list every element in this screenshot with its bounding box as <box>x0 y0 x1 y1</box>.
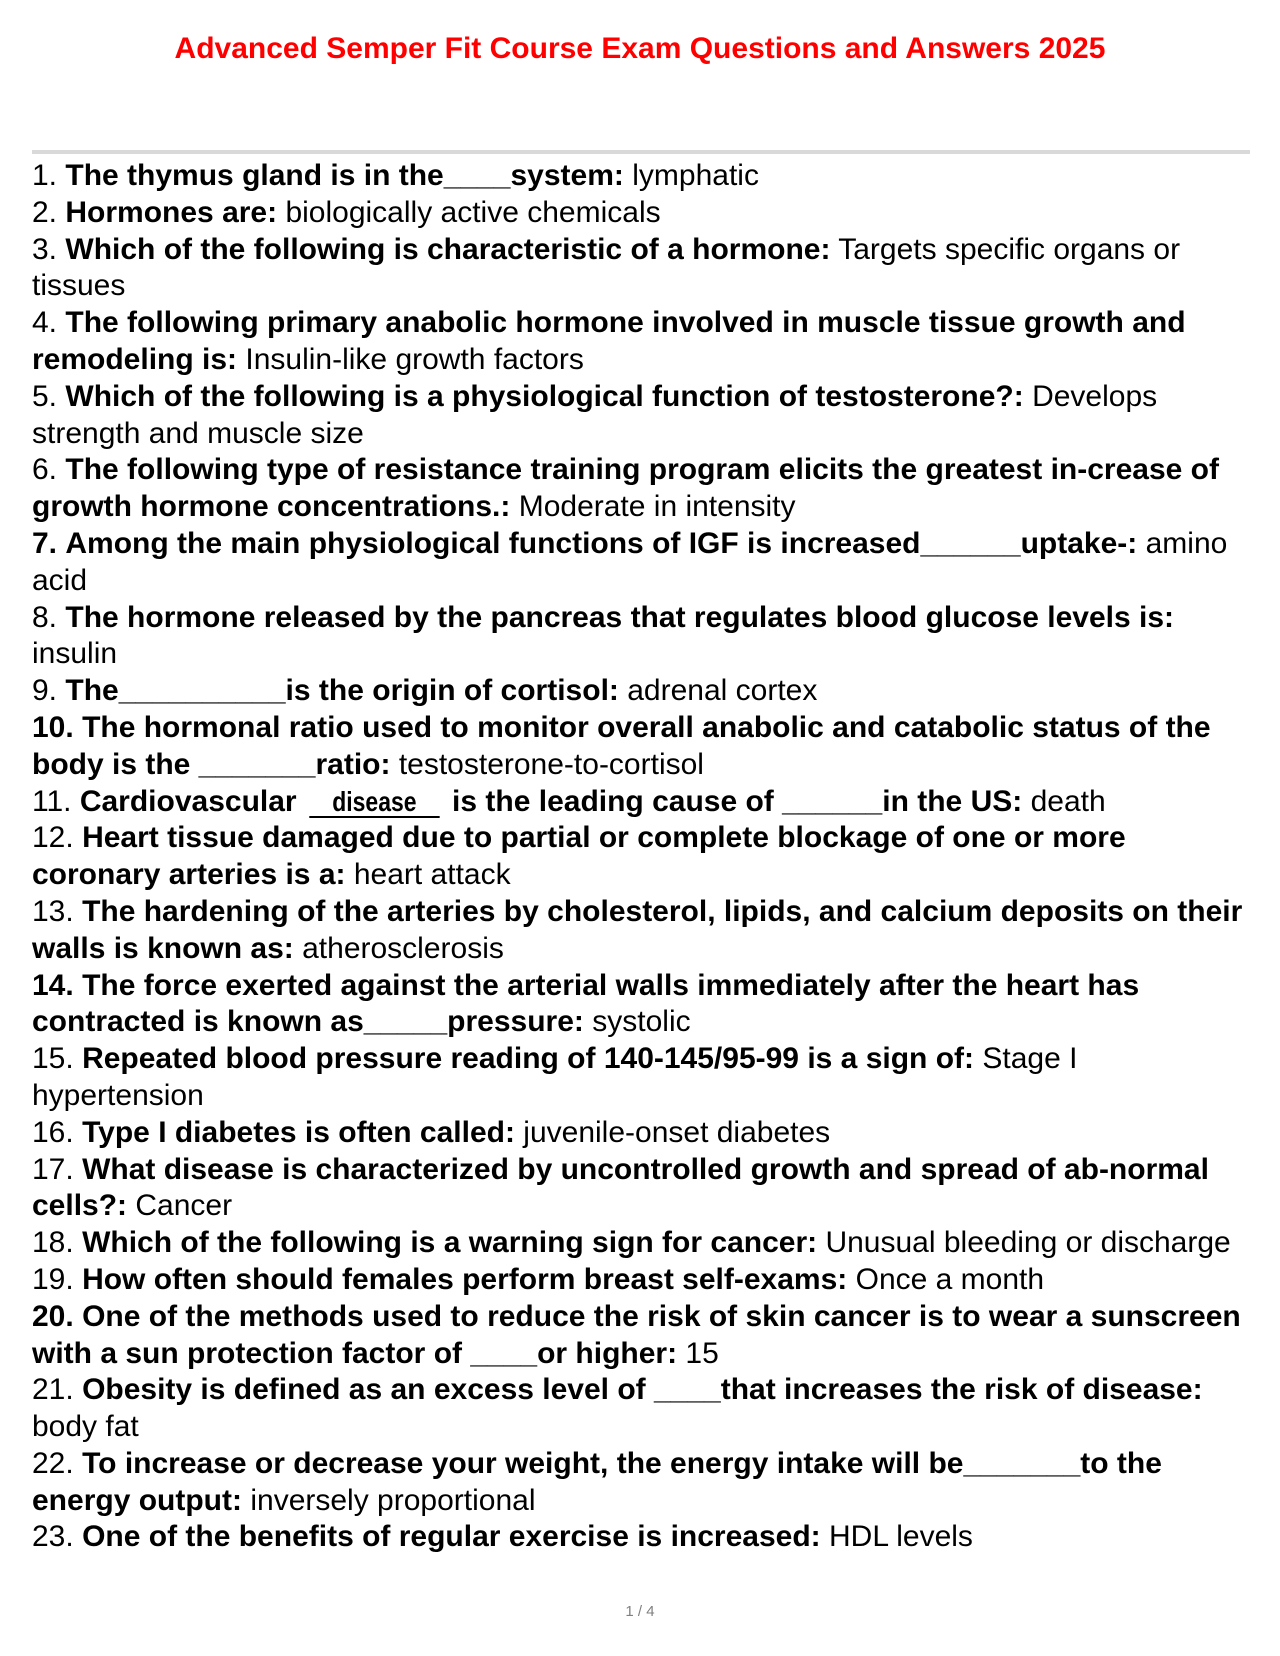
answer-text: body fat <box>32 1410 139 1444</box>
answer-text: Moderate in intensity <box>518 490 796 524</box>
question-text: How often should females perform breast self-exams: <box>82 1262 848 1296</box>
question-item <box>32 968 1252 1042</box>
question-number: 9. <box>32 674 58 708</box>
question-item <box>32 1446 1252 1520</box>
question-number: 17. <box>32 1152 74 1186</box>
question-number: 7. <box>32 526 58 560</box>
question-number: 2. <box>32 195 58 229</box>
question-number: 22. <box>32 1446 74 1480</box>
question-item <box>32 452 1252 526</box>
question-item <box>32 784 1252 821</box>
question-text: The following primary anabolic hormone involved in muscle tissue growth and remodeling is: <box>32 306 1186 376</box>
question-blank-filled: disease <box>309 788 439 818</box>
question-text: One of the benefits of regular exercise is increased: <box>82 1520 821 1554</box>
answer-text: death <box>1030 784 1106 818</box>
question-text: Hormones are: <box>65 195 278 229</box>
question-item <box>32 894 1252 968</box>
question-text: One of the methods used to reduce the risk of skin cancer is to wear a sunscreen with a sun protection factor of ____or higher: <box>32 1299 1241 1370</box>
question-number: 20. <box>32 1299 74 1333</box>
question-text: To increase or decrease your weight, the energy intake will be_______to the energy output: <box>32 1446 1162 1517</box>
question-item <box>32 600 1252 674</box>
answer-text: Targets specific organs or tissues <box>32 232 1181 303</box>
question-number: 15. <box>32 1042 74 1076</box>
question-text: The following type of resistance training program elicits the greatest in-crease of growth hormone concentrations.: <box>32 453 1219 524</box>
question-text: Heart tissue damaged due to partial or complete blockage of one or more coronary arteries is a: <box>32 821 1126 892</box>
question-number: 3. <box>32 232 58 266</box>
question-item <box>32 673 1252 710</box>
answer-text: Insulin-like growth factors <box>245 342 584 376</box>
question-number: 16. <box>32 1115 74 1149</box>
question-text: The force exerted against the arterial walls immediately after the heart has contracted is known as_____pressure: <box>32 968 1140 1039</box>
header-divider <box>32 150 1250 154</box>
answer-text: Stage I hypertension <box>32 1042 1078 1112</box>
question-number: 4. <box>32 306 58 340</box>
question-item <box>32 1152 1252 1226</box>
question-item <box>32 305 1252 379</box>
answer-text: Cancer <box>135 1189 233 1223</box>
question-item <box>32 820 1252 894</box>
question-text: Among the main physiological functions of IGF is increased______uptake-: <box>65 526 1138 560</box>
question-number: 1. <box>32 159 58 192</box>
answer-text: atherosclerosis <box>302 931 504 965</box>
question-item <box>32 1225 1252 1262</box>
question-text: Repeated blood pressure reading of 140-145/95-99 is a sign of: <box>82 1042 975 1076</box>
question-text: is the leading cause of ______in the US: <box>452 784 1023 818</box>
question-text: The hormone released by the pancreas that regulates blood glucose levels is: <box>65 600 1175 634</box>
question-item <box>32 1519 1252 1556</box>
question-number: 6. <box>32 453 58 487</box>
question-number: 13. <box>32 894 74 928</box>
answer-text: systolic <box>592 1005 691 1039</box>
question-text: The thymus gland is in the____system: <box>65 159 624 192</box>
answer-text: juvenile-onset diabetes <box>523 1115 831 1149</box>
question-item <box>32 710 1252 784</box>
answer-text: Unusual bleeding or discharge <box>825 1226 1231 1260</box>
question-number: 18. <box>32 1226 74 1260</box>
question-list <box>32 158 1252 1556</box>
question-number: 11. <box>32 784 72 818</box>
question-text: What disease is characterized by uncontrolled growth and spread of ab-normal cells?: <box>32 1152 1209 1223</box>
page-indicator: 1 / 4 <box>625 1603 655 1620</box>
question-text: Which of the following is a warning sign for cancer: <box>82 1226 818 1260</box>
question-number: 21. <box>32 1373 74 1407</box>
question-item <box>32 379 1252 453</box>
question-text: Type I diabetes is often called: <box>82 1115 515 1149</box>
question-text: Which of the following is a physiological function of testosterone?: <box>65 379 1024 413</box>
answer-text: lymphatic <box>632 159 759 192</box>
question-item <box>32 526 1252 600</box>
question-text: The hardening of the arteries by cholesterol, lipids, and calcium deposits on their walls is known as: <box>32 894 1243 965</box>
question-text: The__________is the origin of cortisol: <box>65 674 619 708</box>
question-text: Cardiovascular <box>79 784 297 818</box>
question-text: Which of the following is characteristic of a hormone: <box>65 232 831 266</box>
answer-text: Develops strength and muscle size <box>32 379 1158 450</box>
question-number: 8. <box>32 600 58 634</box>
answer-text: insulin <box>32 637 118 671</box>
question-item <box>32 1262 1252 1299</box>
answer-text: heart attack <box>353 858 511 892</box>
answer-text: 15 <box>685 1336 719 1370</box>
question-item <box>32 1115 1252 1152</box>
question-number: 14. <box>32 968 74 1002</box>
answer-text: amino acid <box>32 526 1228 597</box>
question-item <box>32 232 1252 306</box>
question-item <box>32 1372 1252 1446</box>
question-number: 5. <box>32 379 58 413</box>
question-item <box>32 195 1252 232</box>
question-number: 19. <box>32 1262 74 1296</box>
question-item <box>32 1041 1252 1115</box>
answer-text: HDL levels <box>829 1520 973 1554</box>
question-text: Obesity is defined as an excess level of ____that increases the risk of disease: <box>82 1373 1203 1407</box>
answer-text: adrenal cortex <box>627 674 818 708</box>
question-number: 23. <box>32 1520 74 1554</box>
question-item <box>32 158 1252 195</box>
answer-text: testosterone-to-cortisol <box>398 747 704 781</box>
document-title: Advanced Semper Fit Course Exam Questions and Answers 2025 <box>174 32 1106 65</box>
question-number: 12. <box>32 821 74 855</box>
question-text: The hormonal ratio used to monitor overall anabolic and catabolic status of the body is the _______ratio: <box>32 710 1211 781</box>
answer-text: biologically active chemicals <box>285 195 661 229</box>
answer-text: Once a month <box>855 1262 1045 1296</box>
question-number: 10. <box>32 710 74 744</box>
answer-text: inversely proportional <box>250 1483 536 1517</box>
question-item <box>32 1299 1252 1373</box>
